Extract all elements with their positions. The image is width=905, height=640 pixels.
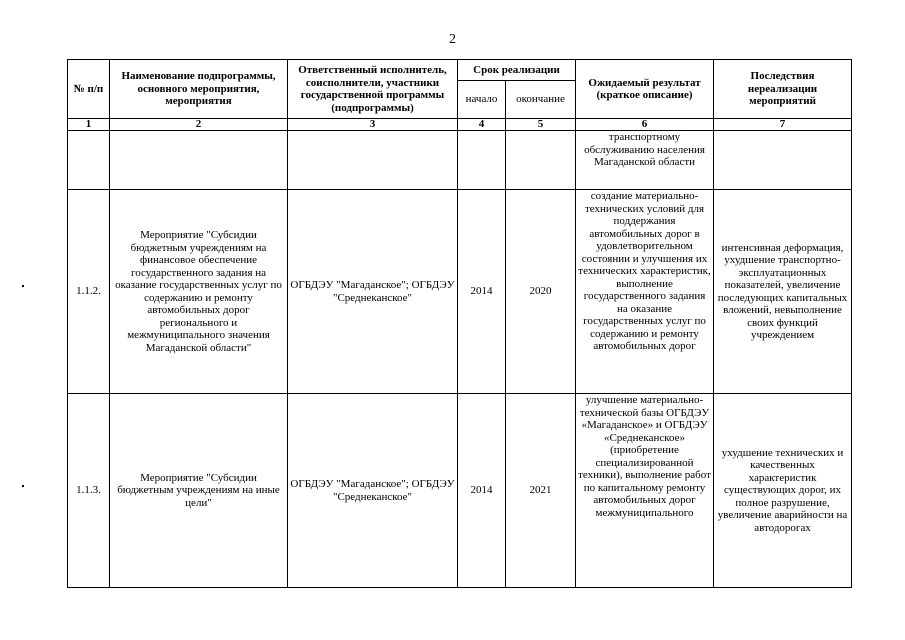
cell-result: создание материально-технических условий для поддержания автомобильных дорог в удовлетворительном состоянии и улучшения их технических характеристик, выполнение государственного задания на оказание государственных услуг по содержанию и ремонту автомобильных дорог [576, 190, 714, 394]
cell-end [506, 131, 576, 190]
cell-num: 1.1.2. [68, 190, 110, 394]
cell-num: 1.1.3. [68, 394, 110, 588]
header-executor: Ответственный исполнитель, соисполнители, участники государственной программы (подпрограммы) [288, 60, 458, 119]
table-row [68, 190, 852, 394]
cell-executor: ОГБДЭУ "Магаданское"; ОГБДЭУ "Среднеканское" [288, 190, 458, 394]
column-number: 5 [506, 119, 576, 131]
cell-end: 2021 [506, 394, 576, 588]
cell-result: транспортному обслуживанию населения Магаданской области [576, 131, 714, 190]
cell-executor [288, 131, 458, 190]
program-table [67, 59, 852, 588]
header-consequences: Последствия нереализации мероприятий [714, 60, 852, 119]
cell-start: 2014 [458, 190, 506, 394]
cell-start [458, 131, 506, 190]
cell-consequences [714, 131, 852, 190]
header-result: Ожидаемый результат (краткое описание) [576, 60, 714, 119]
header-name: Наименование подпрограммы, основного мероприятия, мероприятия [110, 60, 288, 119]
column-number-row [68, 119, 852, 131]
cell-num [68, 131, 110, 190]
column-number: 2 [110, 119, 288, 131]
header-end: окончание [506, 81, 576, 119]
scan-mark [22, 485, 24, 487]
scan-mark [22, 285, 24, 287]
table-row [68, 131, 852, 190]
cell-start: 2014 [458, 394, 506, 588]
cell-consequences: интенсивная деформация, ухудшение транспортно-эксплуатационных показателей, увеличение последующих капитальных вложений, невыполнение своих функций учреждением [714, 190, 852, 394]
column-number: 4 [458, 119, 506, 131]
page-number: 2 [449, 32, 456, 47]
column-number: 3 [288, 119, 458, 131]
table-row [68, 394, 852, 588]
cell-executor: ОГБДЭУ "Магаданское"; ОГБДЭУ "Среднеканское" [288, 394, 458, 588]
column-number: 6 [576, 119, 714, 131]
cell-name: Мероприятие "Субсидии бюджетным учреждениям на финансовое обеспечение государственного задания на оказание государственных услуг по содержанию и ремонту автомобильных дорог регионального и межмуниципального значения Магаданской области" [110, 190, 288, 394]
column-number: 1 [68, 119, 110, 131]
cell-end: 2020 [506, 190, 576, 394]
cell-name [110, 131, 288, 190]
column-number: 7 [714, 119, 852, 131]
header-num: № п/п [68, 60, 110, 119]
header-row [68, 60, 852, 81]
header-start: начало [458, 81, 506, 119]
cell-consequences: ухудшение технических и качественных характеристик существующих дорог, их полное разрушение, увеличение аварийности на автодорогах [714, 394, 852, 588]
cell-name: Мероприятие "Субсидии бюджетным учреждениям на иные цели" [110, 394, 288, 588]
header-period: Срок реализации [458, 60, 576, 81]
cell-result: улучшение материально-технической базы ОГБДЭУ «Магаданское» и ОГБДЭУ «Среднеканское» (приобретение специализированной техники), выполнение работ по капитальному ремонту автомобильных дорог межмуниципального [576, 394, 714, 588]
